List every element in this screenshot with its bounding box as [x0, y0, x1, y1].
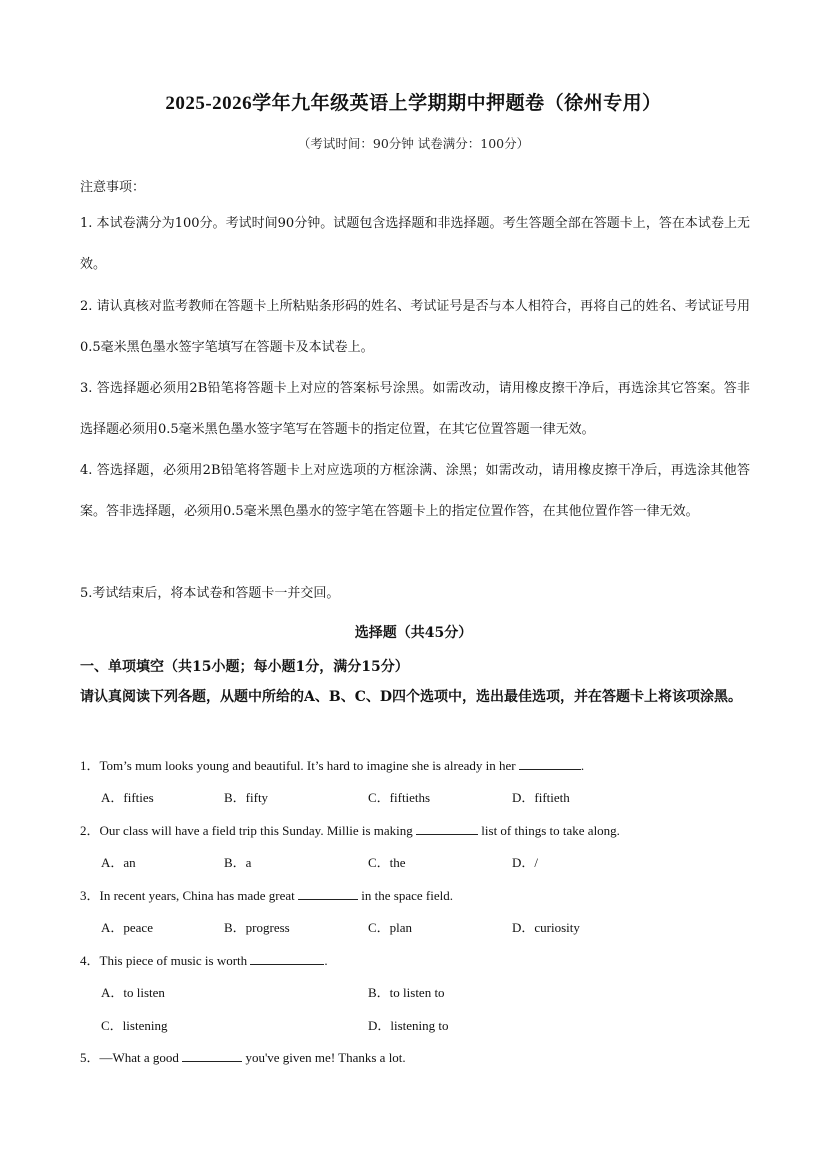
question-4-text: 4．This piece of music is worth — [80, 953, 251, 968]
question-4-blank — [250, 952, 324, 965]
question-2-tail: list of things to take along. — [478, 823, 620, 838]
part-title: 一、单项填空（共15小题；每小题1分，满分15分） — [80, 659, 409, 675]
section-title: 选择题（共45分） — [354, 625, 473, 641]
question-3-tail: in the space field. — [358, 888, 453, 903]
notice-item-3: 3. 答选择题必须用2B铅笔将答题卡上对应的答案标号涂黑。如需改动，请用橡皮擦干净后，再选涂其它答案。答非选择题必须用0.5毫米黑色墨水签字笔写在答题卡的指定位置，在其它位置答题一律无效。 — [80, 381, 750, 437]
question-1-option-b: B．fifty — [224, 790, 269, 805]
question-1-tail: . — [580, 758, 585, 773]
question-2-option-a: A．an — [101, 855, 136, 870]
question-2-option-c: C．the — [368, 855, 406, 870]
part-instruction: 请认真阅读下列各题，从题中所给的A、B、C、D四个选项中，选出最佳选项，并在答题卡上将该项涂黑。 — [80, 689, 742, 705]
question-3-option-b: B．progress — [224, 920, 290, 935]
question-2-option-b: B．a — [224, 855, 252, 870]
question-4-option-a: A．to listen — [101, 985, 165, 1000]
question-1-blank — [519, 757, 581, 770]
notice-heading: 注意事项： — [80, 180, 146, 195]
question-4-option-c: C．listening — [101, 1018, 168, 1033]
exam-title: 2025-2026学年九年级英语上学期期中押题卷（徐州专用） — [165, 93, 662, 114]
question-3 — [80, 885, 453, 904]
question-1-text: 1．Tom’s mum looks young and beautiful. It’s hard to imagine she is already in her — [80, 758, 519, 773]
question-2-text: 2．Our class will have a field trip this Sunday. Millie is making — [80, 823, 417, 838]
notice-item-2: 2. 请认真核对监考教师在答题卡上所粘贴条形码的姓名、考试证号是否与本人相符合，再将自己的姓名、考试证号用0.5毫米黑色墨水签字笔填写在答题卡及本试卷上。 — [80, 299, 750, 355]
question-4-option-b: B．to listen to — [368, 985, 445, 1000]
question-1 — [80, 755, 584, 774]
question-5-tail: you've given me! Thanks a lot. — [242, 1050, 406, 1065]
question-2-option-d: D．/ — [512, 855, 539, 870]
question-1-option-c: C．fiftieths — [368, 790, 431, 805]
question-1-option-d: D．fiftieth — [512, 790, 570, 805]
question-3-option-a: A．peace — [101, 920, 153, 935]
notice-item-5: 5.考试结束后，将本试卷和答题卡一并交回。 — [80, 586, 340, 601]
exam-subtitle: （考试时间：90分钟 试卷满分：100分） — [297, 136, 530, 151]
question-2-blank — [416, 822, 478, 835]
question-4 — [80, 950, 328, 969]
question-3-option-d: D．curiosity — [512, 920, 580, 935]
question-1-option-a: A．fifties — [101, 790, 154, 805]
question-5 — [80, 1047, 406, 1066]
notice-item-4: 4. 答选择题，必须用2B铅笔将答题卡上对应选项的方框涂满、涂黑；如需改动，请用橡皮擦干净后，再选涂其他答案。答非选择题，必须用0.5毫米黑色墨水的签字笔在答题卡上的指定位置作答，在其他位置作答一律无效。 — [80, 463, 750, 519]
question-3-blank — [298, 887, 358, 900]
question-4-tail: . — [324, 953, 328, 968]
question-3-text: 3．In recent years, China has made great — [80, 888, 299, 903]
question-3-option-c: C．plan — [368, 920, 413, 935]
question-4-option-d: D．listening to — [368, 1018, 449, 1033]
notice-item-1: 1. 本试卷满分为100分。考试时间90分钟。试题包含选择题和非选择题。考生答题全部在答题卡上，答在本试卷上无效。 — [80, 216, 750, 272]
question-5-blank — [182, 1049, 242, 1062]
question-5-text: 5．—What a good — [80, 1050, 183, 1065]
question-2 — [80, 820, 620, 839]
